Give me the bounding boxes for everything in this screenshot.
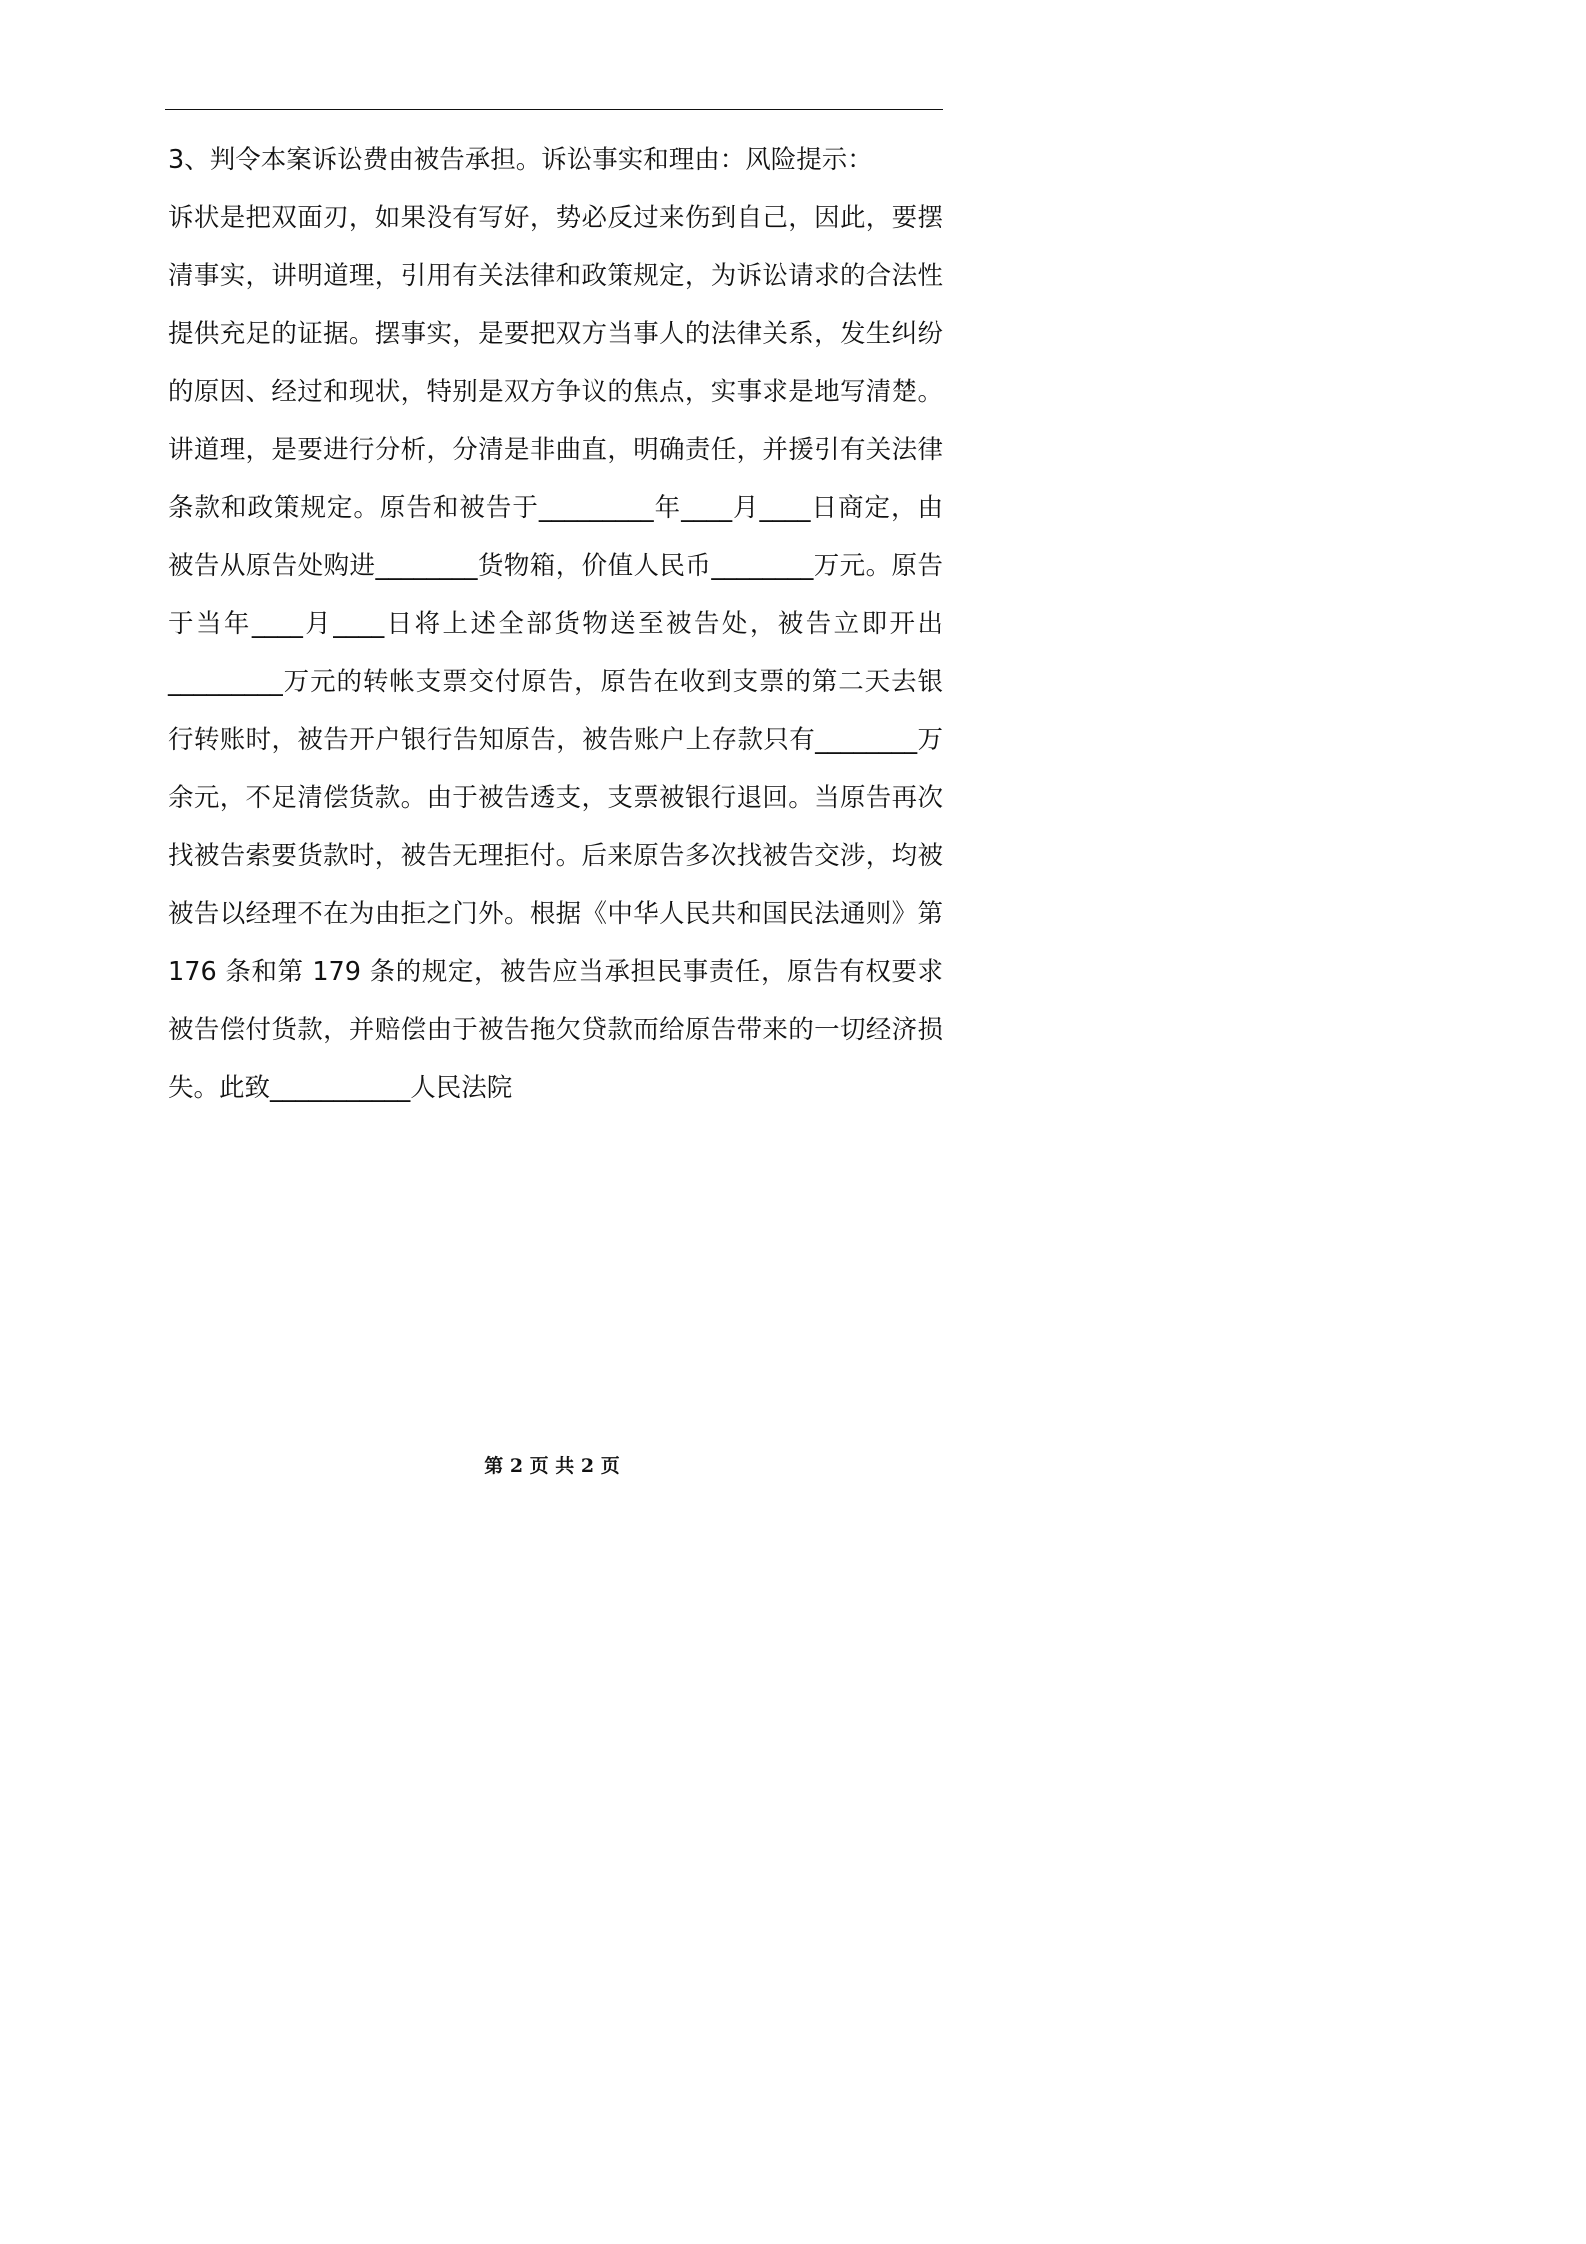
document-body: [168, 135, 943, 1121]
paragraph-line: 3、判令本案诉讼费由被告承担。诉讼事实和理由：风险提示：: [168, 145, 873, 175]
paragraph-line: 失。此致___________人民法院: [168, 1073, 513, 1103]
paragraph-line: 清事实，讲明道理，引用有关法律和政策规定，为诉讼请求的合法性: [168, 261, 943, 291]
paragraph-line: 诉状是把双面刃，如果没有写好，势必反过来伤到自己，因此，要摆: [168, 203, 943, 233]
paragraph-line: 提供充足的证据。摆事实，是要把双方当事人的法律关系，发生纠纷: [168, 319, 943, 349]
paragraph-line: 176 条和第 179 条的规定，被告应当承担民事责任，原告有权要求: [168, 957, 943, 987]
paragraph-line: 于当年____月____日将上述全部货物送至被告处，被告立即开出: [168, 609, 943, 639]
paragraph-line: 被告以经理不在为由拒之门外。根据《中华人民共和国民法通则》第: [168, 899, 943, 929]
paragraph-line: _________万元的转帐支票交付原告，原告在收到支票的第二天去银: [168, 667, 943, 697]
header-rule: [165, 109, 943, 110]
paragraph-line: 的原因、经过和现状，特别是双方争议的焦点，实事求是地写清楚。: [168, 377, 943, 407]
paragraph-line: 条款和政策规定。原告和被告于_________年____月____日商定，由: [168, 493, 943, 523]
paragraph-line: 被告从原告处购进________货物箱，价值人民币________万元。原告: [168, 551, 943, 581]
paragraph-line: 余元，不足清偿货款。由于被告透支，支票被银行退回。当原告再次: [168, 783, 943, 813]
paragraph-line: 找被告索要货款时，被告无理拒付。后来原告多次找被告交涉，均被: [168, 841, 943, 871]
paragraph-line: 被告偿付货款，并赔偿由于被告拖欠贷款而给原告带来的一切经济损: [168, 1015, 943, 1045]
page-number: 第 2 页 共 2 页: [484, 1455, 620, 1477]
paragraph-line: 讲道理，是要进行分析，分清是非曲直，明确责任，并援引有关法律: [168, 435, 943, 465]
paragraph-line: 行转账时，被告开户银行告知原告，被告账户上存款只有________万: [168, 725, 943, 755]
